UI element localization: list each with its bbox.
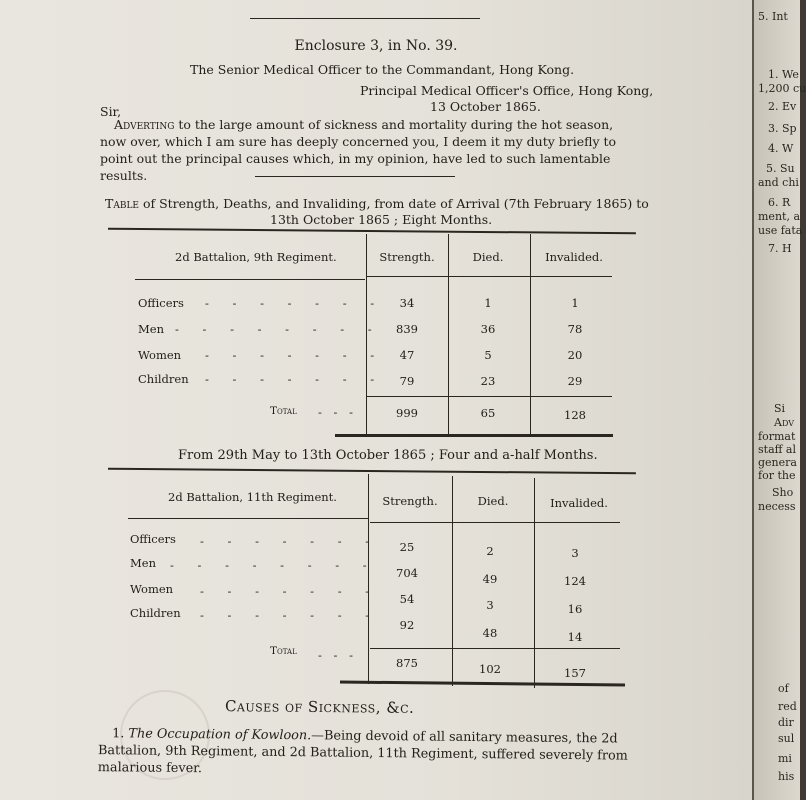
table1-total-label: Total [270, 405, 297, 417]
table2-row-men-died: 49 [482, 572, 498, 586]
table2-row-men-label: Men [130, 556, 156, 570]
table1-row-women-dots: - - - - - - - [205, 348, 385, 362]
table1-header-died: Died. [472, 250, 504, 264]
table1-total-dots: - - - [318, 405, 357, 419]
causes-number: 1. [112, 726, 129, 742]
right-fragment: red [778, 700, 797, 713]
table2-row-women-label: Women [130, 582, 174, 596]
table2-header-invalided: Invalided. [550, 496, 608, 510]
table1-unit-rule [135, 279, 365, 280]
table1-header-invalided: Invalided. [545, 250, 603, 264]
table2-vline-3 [534, 478, 535, 688]
table1-unit: 2d Battalion, 9th Regiment. [175, 250, 337, 264]
table2-bottom-rule [340, 681, 625, 687]
table2-unit: 2d Battalion, 11th Regiment. [168, 490, 337, 504]
table2-unit-rule [128, 518, 368, 519]
right-fragment: 1. We [768, 68, 799, 81]
right-fragment: Si [774, 402, 786, 415]
table1-row-women-died: 5 [484, 348, 492, 362]
table1-row-men-label: Men [138, 322, 164, 336]
table-title-text: of Strength, Deaths, and Invaliding, from date of Arrival (7th February 1865) to [139, 196, 649, 211]
table2-row-men-dots: - - - - - - - - [170, 558, 377, 572]
right-fragment: of [778, 682, 789, 695]
table1-row-women-invalided: 20 [567, 348, 583, 362]
table1-row-officers-label: Officers [138, 296, 184, 310]
table1-row-children-label: Children [138, 372, 189, 386]
table2-row-officers-dots: - - - - - - - [200, 534, 380, 548]
table1-header-rule [367, 276, 612, 277]
document-page-right-edge [752, 0, 806, 800]
right-fragment: Sho [772, 486, 794, 499]
causes-heading: Causes of Sickness, &c. [224, 697, 415, 717]
table2-row-officers-strength: 25 [399, 540, 415, 554]
table1-row-children-strength: 79 [399, 374, 415, 388]
table1-row-officers-died: 1 [484, 296, 492, 310]
right-fragment: dir [778, 716, 794, 729]
table1-row-children-invalided: 29 [567, 374, 583, 388]
table1-row-men-died: 36 [480, 322, 496, 336]
table1-row-women-label: Women [138, 348, 182, 362]
causes-text: —Being devoid of all sanitary measures, the 2d Battalion, 9th Regiment, and 2d Battalion, 11th Regiment, suffered severely from malarious fever. [97, 728, 628, 777]
table2-total-rule [370, 648, 620, 649]
section-rule [255, 176, 455, 177]
table2-total-died: 102 [479, 662, 501, 676]
table1-row-men-dots: - - - - - - - - [175, 322, 382, 336]
table1-row-men-invalided: 78 [567, 322, 583, 336]
table2-row-men-strength: 704 [396, 566, 418, 580]
table2-row-children-invalided: 14 [567, 630, 583, 644]
right-fragment: 7. H [768, 242, 792, 255]
right-fragment: 5. Su [766, 162, 795, 175]
office-line: Principal Medical Officer's Office, Hong Kong, [360, 83, 654, 98]
table2-row-women-invalided: 16 [567, 602, 583, 616]
intro-paragraph [100, 116, 640, 184]
right-fragment: sul [778, 732, 795, 745]
right-fragment: 1,200 cu [758, 82, 806, 95]
table2-total-label: Total [270, 645, 297, 657]
table2-total-dots: - - - [318, 648, 357, 662]
right-fragment: use fata [758, 224, 803, 237]
table2-header-died: Died. [477, 494, 509, 508]
table1-header-strength: Strength. [379, 250, 435, 264]
letter-title: The Senior Medical Officer to the Commandant, Hong Kong. [190, 62, 575, 77]
table2-row-women-died: 3 [486, 598, 494, 612]
table2-row-officers-label: Officers [130, 532, 176, 546]
table2-row-children-label: Children [130, 606, 181, 620]
table2-row-officers-died: 2 [486, 544, 494, 558]
table2-header-rule [370, 522, 620, 523]
table2-total-strength: 875 [396, 656, 418, 670]
right-fragment: and chi [758, 176, 799, 189]
table1-row-men-strength: 839 [396, 322, 418, 336]
right-fragment: his [778, 770, 795, 783]
right-fragment: for the [758, 469, 796, 482]
right-fragment: 4. W [768, 142, 794, 155]
table1-total-died: 65 [480, 406, 496, 420]
table1-bottom-rule [335, 434, 613, 437]
right-fragment: ment, a [758, 210, 800, 223]
table1-row-officers-strength: 34 [399, 296, 415, 310]
right-fragment: genera [758, 456, 797, 469]
enclosure-heading: Enclosure 3, in No. 39. [294, 38, 458, 54]
table1-vline-2 [448, 234, 449, 434]
table2-row-children-strength: 92 [399, 618, 415, 632]
table1-row-children-dots: - - - - - - - [205, 372, 385, 386]
table-title-line2: 13th October 1865 ; Eight Months. [270, 212, 493, 227]
right-fragment: format [758, 430, 796, 443]
right-fragment: 5. Int [758, 10, 788, 23]
right-fragment: mi [778, 752, 792, 765]
causes-subject: The Occupation of Kowloon. [128, 726, 312, 744]
right-fragment: 3. Sp [768, 122, 797, 135]
table1-row-women-strength: 47 [399, 348, 415, 362]
table2-row-officers-invalided: 3 [571, 546, 579, 560]
table2-total-invalided: 157 [564, 666, 586, 680]
right-fragment: Adv [774, 416, 794, 429]
salutation: Sir, [100, 104, 122, 119]
intro-lead: Adverting [114, 117, 175, 132]
table2-header-strength: Strength. [382, 494, 438, 508]
table1-total-strength: 999 [396, 406, 418, 420]
table1-row-officers-invalided: 1 [571, 296, 579, 310]
right-fragment: 6. R [768, 196, 791, 209]
table1-vline-3 [530, 234, 531, 434]
letter-date: 13 October 1865. [430, 99, 541, 114]
right-fragment: necess [758, 500, 796, 513]
table2-row-women-strength: 54 [399, 592, 415, 606]
top-rule [250, 18, 480, 19]
causes-paragraph [98, 725, 659, 782]
table2-row-children-dots: - - - - - - - [200, 608, 380, 622]
intro-text: to the large amount of sickness and mortality during the hot season, now over, which I am sure has deeply concerned you, I deem it my duty briefly to point out the principal causes which, in my opinion, have led to such lamentable results. [100, 117, 617, 183]
table2-vline-1 [368, 474, 369, 684]
right-fragment: 2. Ev [768, 100, 797, 113]
table1-row-officers-dots: - - - - - - - [205, 296, 385, 310]
table1-total-invalided: 128 [564, 408, 586, 422]
table2-top-rule [108, 468, 636, 475]
table1-row-children-died: 23 [480, 374, 496, 388]
table2-row-children-died: 48 [482, 626, 498, 640]
table-title-lead: Table [105, 196, 139, 211]
table2-row-men-invalided: 124 [564, 574, 586, 588]
table2-vline-2 [452, 476, 453, 686]
right-fragment: staff al [758, 443, 797, 456]
table2-row-women-dots: - - - - - - - [200, 584, 380, 598]
period-heading: From 29th May to 13th October 1865 ; Four and a-half Months. [178, 448, 598, 463]
table1-top-rule [108, 228, 636, 235]
table-title-line1 [105, 196, 649, 211]
table1-total-rule [367, 396, 612, 397]
